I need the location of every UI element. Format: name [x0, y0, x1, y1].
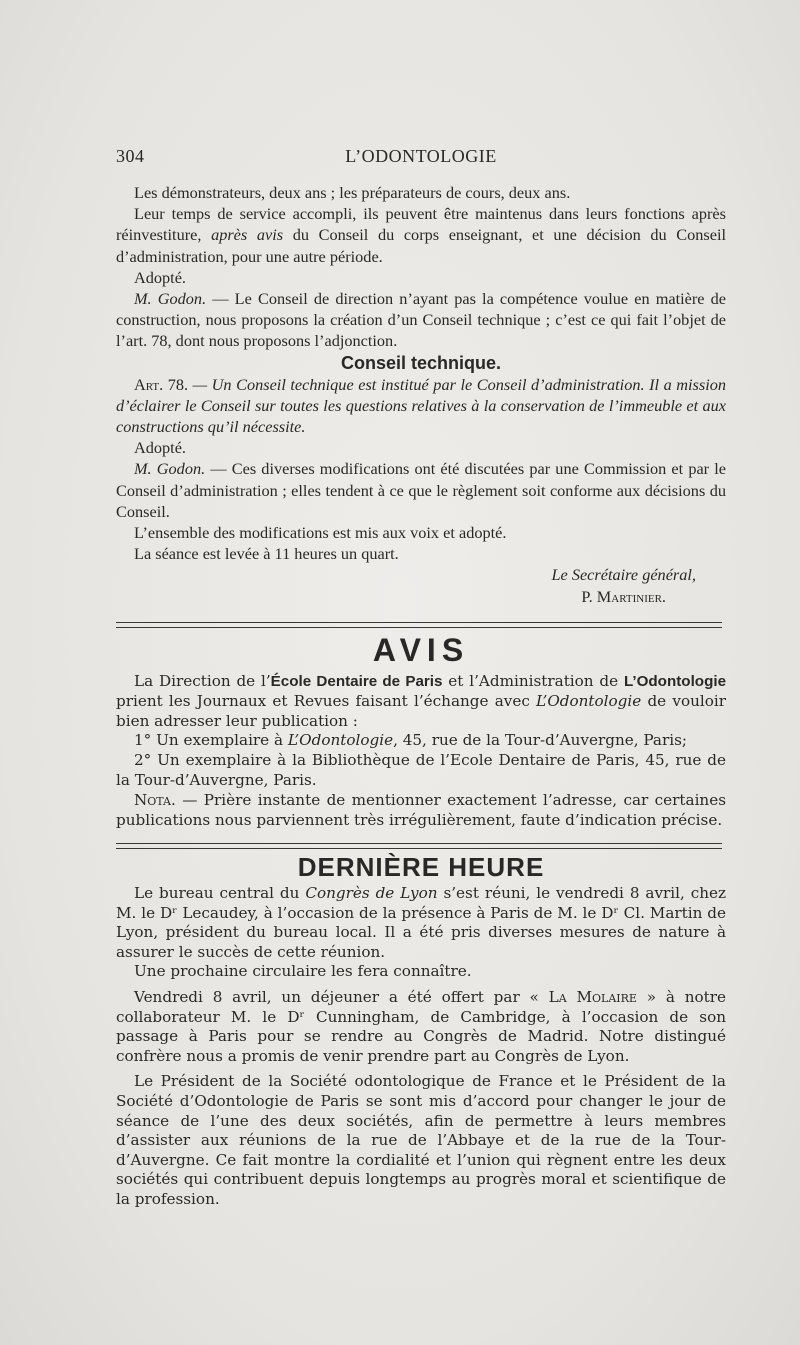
text: prient les Journaux et Revues faisant l’échange avec — [116, 691, 537, 710]
council-minutes-section — [116, 182, 726, 607]
adopted-line: Adopté. — [134, 267, 186, 287]
text: » à notre collaborateur M. le Dʳ Cunningham, de Cambridge, à l’occasion de son passage à Paris pour se rendre au Congrès de Madrid. Notre distingué confrère nous a promis de venir prendre part au Congrès de Lyon. — [116, 987, 727, 1065]
text: Vendredi 8 avril, un déjeuner a été offert par « — [134, 987, 549, 1006]
paragraph — [116, 458, 726, 522]
paragraph: La séance est levée à 11 heures un quart. — [134, 544, 399, 564]
divider — [116, 843, 722, 844]
text: La Direction de l’ — [134, 672, 271, 690]
list-item — [116, 731, 726, 751]
paragraph — [116, 288, 726, 352]
signature-name — [116, 586, 726, 607]
text: s’est réuni, le vendredi 8 avril, chez M. le Dʳ Lecaudey, à l’occasion de la présence à Paris de M. le Dʳ Cl. Martin de Lyon, président du bureau local. Il a été pris diverses mesures de nature à assurer le succès de cette réunion. — [116, 884, 727, 961]
speaker: M. Godon. — [134, 459, 206, 479]
text: , 45, rue de la Tour-d’Auvergne, Paris; — [393, 731, 688, 750]
text: — Prière instante de mentionner exactement l’adresse, car certaines publications nous parviennent très irrégulièrement, faute d’indication précise. — [116, 790, 726, 829]
text: du Conseil du corps enseignant, et une décision du Conseil d’administration, pour une autre période. — [116, 225, 726, 266]
nota-label: Nota. — [134, 790, 176, 809]
paragraph: L’ensemble des modifications est mis aux voix et adopté. — [134, 523, 507, 543]
page-header — [116, 146, 726, 170]
paragraph: Les démonstrateurs, deux ans ; les préparateurs de cours, deux ans. — [134, 183, 571, 202]
paragraph: Le Président de la Société odontologique de France et le Président de la Société d’Odontologie de Paris se sont mis d’accord pour changer le jour de séance de l’une des deux sociétés, afin de permettre à leurs membres d’assister aux réunions de la rue de l’Abbaye et de la rue de la Tour-d’Auvergne. Ce fait montre la cordialité et l’union qui règnent entre les deux sociétés qui contribuent depuis longtemps au progrès moral et scientifique de la profession. — [116, 1072, 726, 1208]
signature-role — [116, 564, 726, 585]
paragraph: Une prochaine circulaire les fera connaître. — [134, 962, 472, 981]
page-number: 304 — [116, 146, 145, 166]
paragraph — [116, 884, 726, 962]
text: de vouloir bien adresser leur publication : — [116, 691, 726, 730]
paragraph — [116, 203, 726, 267]
paragraph — [116, 672, 726, 731]
article-paragraph — [116, 374, 726, 438]
adopted-line: Adopté. — [134, 438, 186, 458]
late-news-section — [116, 884, 726, 1210]
journal-name: L’Odontologie — [287, 731, 394, 750]
restaurant-name: La Molaire — [548, 987, 637, 1006]
divider — [116, 622, 722, 623]
late-news-title: DERNIÈRE HEURE — [297, 852, 545, 882]
divider — [116, 848, 722, 849]
section-heading: Conseil technique. — [340, 352, 502, 373]
journal-name: L’Odontologie — [623, 673, 727, 690]
text: et l’Administration de — [442, 672, 624, 690]
text: Le bureau central du — [134, 884, 306, 902]
role: Le Secrétaire général, — [551, 565, 696, 585]
notice-title: AVIS — [372, 632, 470, 668]
text: 1° Un exemplaire à — [134, 731, 288, 750]
nota-paragraph — [116, 791, 726, 831]
notice-section — [116, 672, 726, 830]
emphasis: après avis — [211, 225, 284, 245]
text: — Le Conseil de direction n’ayant pas la compétence voulue en matière de construction, nous proposons la création d’un Conseil technique ; c’est ce qui fait l’objet de l’art. 78, dont nous proposons l’adjonction. — [116, 289, 727, 351]
speaker: M. Godon. — [134, 289, 207, 309]
journal-name: L’Odontologie — [536, 691, 642, 710]
text: Leur temps de service accompli, ils peuvent être maintenus dans leurs fonctions après réinvestiture, — [116, 204, 726, 245]
article-label: Art. 78. — [134, 374, 189, 394]
name: P. Martinier. — [581, 586, 666, 606]
paragraph — [116, 988, 726, 1066]
article-text: — Un Conseil technique est institué par le Conseil d’administration. Il a mission d’éclairer le Conseil sur toutes les questions relatives à la conservation de l’immeuble et aux constructions qu’il nécessite. — [116, 374, 726, 437]
congress-name: Congrès de Lyon — [305, 884, 438, 902]
text: — Ces diverses modifications ont été discutées par une Commission et par le Conseil d’administration ; elles tendent à ce que le règlement soit conforme aux décisions du Conseil. — [116, 459, 727, 521]
school-name: École Dentaire de Paris — [270, 673, 443, 690]
running-title: L’ODONTOLOGIE — [345, 146, 497, 166]
divider — [116, 627, 722, 628]
list-item: 2° Un exemplaire à la Bibliothèque de l’Ecole Dentaire de Paris, 45, rue de la Tour-d’Auvergne, Paris. — [116, 751, 726, 789]
